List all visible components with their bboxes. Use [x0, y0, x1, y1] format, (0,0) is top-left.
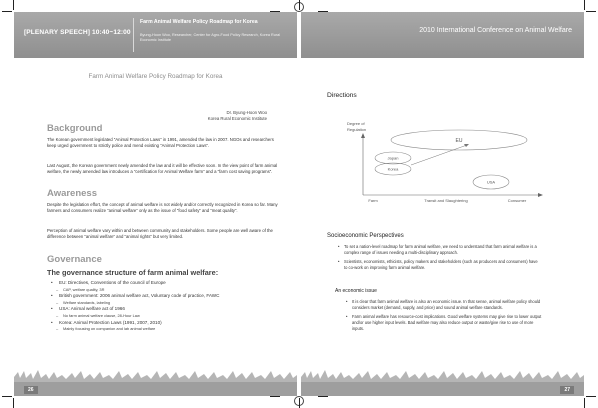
header-divider: [133, 18, 134, 52]
crop-mark: [270, 11, 280, 12]
region-label-korea: Korea: [387, 166, 399, 172]
page-number: 26: [24, 386, 38, 394]
author-organization: Korea Rural Economic Institute: [207, 116, 267, 121]
governance-list: [51, 280, 281, 333]
section-heading-awareness: Awareness: [47, 188, 97, 199]
footer-band: [301, 382, 584, 396]
left-header-band: [14, 12, 297, 58]
diagram-y-label: Regulation: [347, 127, 367, 132]
y-axis-arrow-icon: [361, 133, 365, 138]
footer-band: [14, 382, 297, 396]
author-name: Dr. Byung-Hoon Woo: [226, 110, 267, 115]
region-label-usa: USA: [486, 179, 496, 185]
crop-mark: [13, 0, 14, 10]
economic-heading: An economic issue: [335, 288, 377, 294]
paragraph: Perception of animal welfare vary within and between community and stakeholders. Some people are well aware of the difference between “animal welfare” and “animal rights” but very limited.: [47, 228, 273, 240]
crop-mark: [586, 396, 596, 397]
conference-title: 2010 International Conference on Animal Welfare: [419, 27, 572, 34]
section-heading-governance: Governance: [47, 254, 102, 265]
crop-mark: [584, 0, 585, 10]
list-item: • It is clear that farm animal welfare is also an economic issue. In that sense, animal welfare policy should considers market (demand, supply, and price) and sound animal welfare standards.: [346, 299, 546, 311]
socioeconomic-list: [338, 244, 538, 274]
talk-title: Farm Animal Welfare Policy Roadmap for Korea: [140, 19, 258, 25]
speaker-affiliation: Byung-Hoon Woo, Researcher, Center for Agro-Food Policy Research, Korea Rural Economic Institute: [140, 33, 281, 42]
crop-mark: [2, 11, 12, 12]
grass-decoration: [301, 369, 584, 382]
crop-mark: [318, 11, 328, 12]
crop-mark: [299, 0, 300, 10]
list-item: • Scientists, economists, ethicists, policy makers and stakeholders (such as producers and consumers) have to co-work on improving farm animal welfare.: [338, 259, 538, 271]
directions-heading: Directions: [327, 92, 357, 99]
list-subitem: – Mainly focusing on companion and lab animal welfare: [51, 326, 281, 333]
list-item: • Korea: Animal Protection Laws (1991, 2007, 2010): [51, 320, 281, 327]
document-title: Farm Animal Welfare Policy Roadmap for Korea: [88, 73, 223, 80]
diagram-x-label: Farm: [368, 198, 378, 203]
left-page: [14, 12, 297, 396]
crop-mark: [299, 398, 300, 408]
grass-decoration: [14, 369, 297, 382]
crop-mark: [586, 11, 596, 12]
regulation-diagram: [341, 117, 551, 205]
region-label-eu: EU: [455, 138, 463, 144]
socioeconomic-heading: Socioeconomic Perspectives: [327, 233, 404, 239]
list-subitem: – CAP, welfare quality, 3R: [51, 287, 281, 294]
x-axis-arrow-icon: [538, 193, 543, 197]
list-item: • To set a nation-level roadmap for farm animal welfare, we need to understand that farm animal welfare is a complex range of issues needing a multi-disciplinary approach.: [338, 244, 538, 256]
list-item: • USA: Animal welfare act of 1966: [51, 306, 281, 313]
session-label: [PLENARY SPEECH] 10:40~12:00: [24, 29, 131, 36]
section-heading-background: Background: [47, 123, 103, 134]
page-number: 27: [560, 386, 574, 394]
paragraph: Despite the legislation effort, the concept of animal welfare is not widely and/or correctly recognized in Korea so far. Many farmers and consumers realize “animal welfare” only as the issue of “food safety” and “meat quality”.: [47, 202, 278, 214]
list-item: • EU: Directives, Conventions of the council of Europe: [51, 280, 281, 287]
list-item: • Farm animal welfare has resource-cost implications. Good welfare systems may give rise to lower output and/or use higher input levels. Bad welfare may also reduce output or waste/give rise to use of more inputs.: [346, 314, 546, 332]
governance-subheading: The governance structure of farm animal welfare:: [47, 268, 219, 277]
list-subitem: – No farm animal welfare clause, 28-Hour Law: [51, 313, 281, 320]
crop-mark: [2, 396, 12, 397]
crop-mark: [318, 396, 328, 397]
crop-mark: [584, 398, 585, 408]
diagram-x-label: Consumer: [507, 198, 527, 203]
right-header-band: [301, 12, 584, 58]
diagram-x-label: Transit and Slaughtering: [424, 198, 468, 203]
author-block: [208, 110, 267, 122]
diagram-y-label: Degree of: [347, 121, 365, 126]
paragraph: Last August, the Korean government newly amended the law and it will be effective soon. In the view point of farm animal welfare, the newly amended law introduces a “certification for Animal Welfare farm” and a “farm cost saving programs”.: [47, 163, 278, 175]
region-label-japan: Japan: [387, 155, 399, 161]
crop-mark: [13, 398, 14, 408]
economic-list: [346, 299, 546, 335]
right-page: [301, 12, 584, 396]
paragraph: The Korean government legislated “Animal Protection Laws” in 1991, amended the law in 2007. NGOs and researchers keep urged government to strictly police and mend existing “Animal Protection Laws”.: [47, 137, 274, 149]
crop-mark: [270, 396, 280, 397]
list-subitem: – Welfare standards, labeling: [51, 300, 281, 307]
trend-arrowhead-icon: [464, 144, 469, 147]
list-item: • British government: 2006 animal welfare act, Voluntary code of practice, FAWC: [51, 293, 281, 300]
